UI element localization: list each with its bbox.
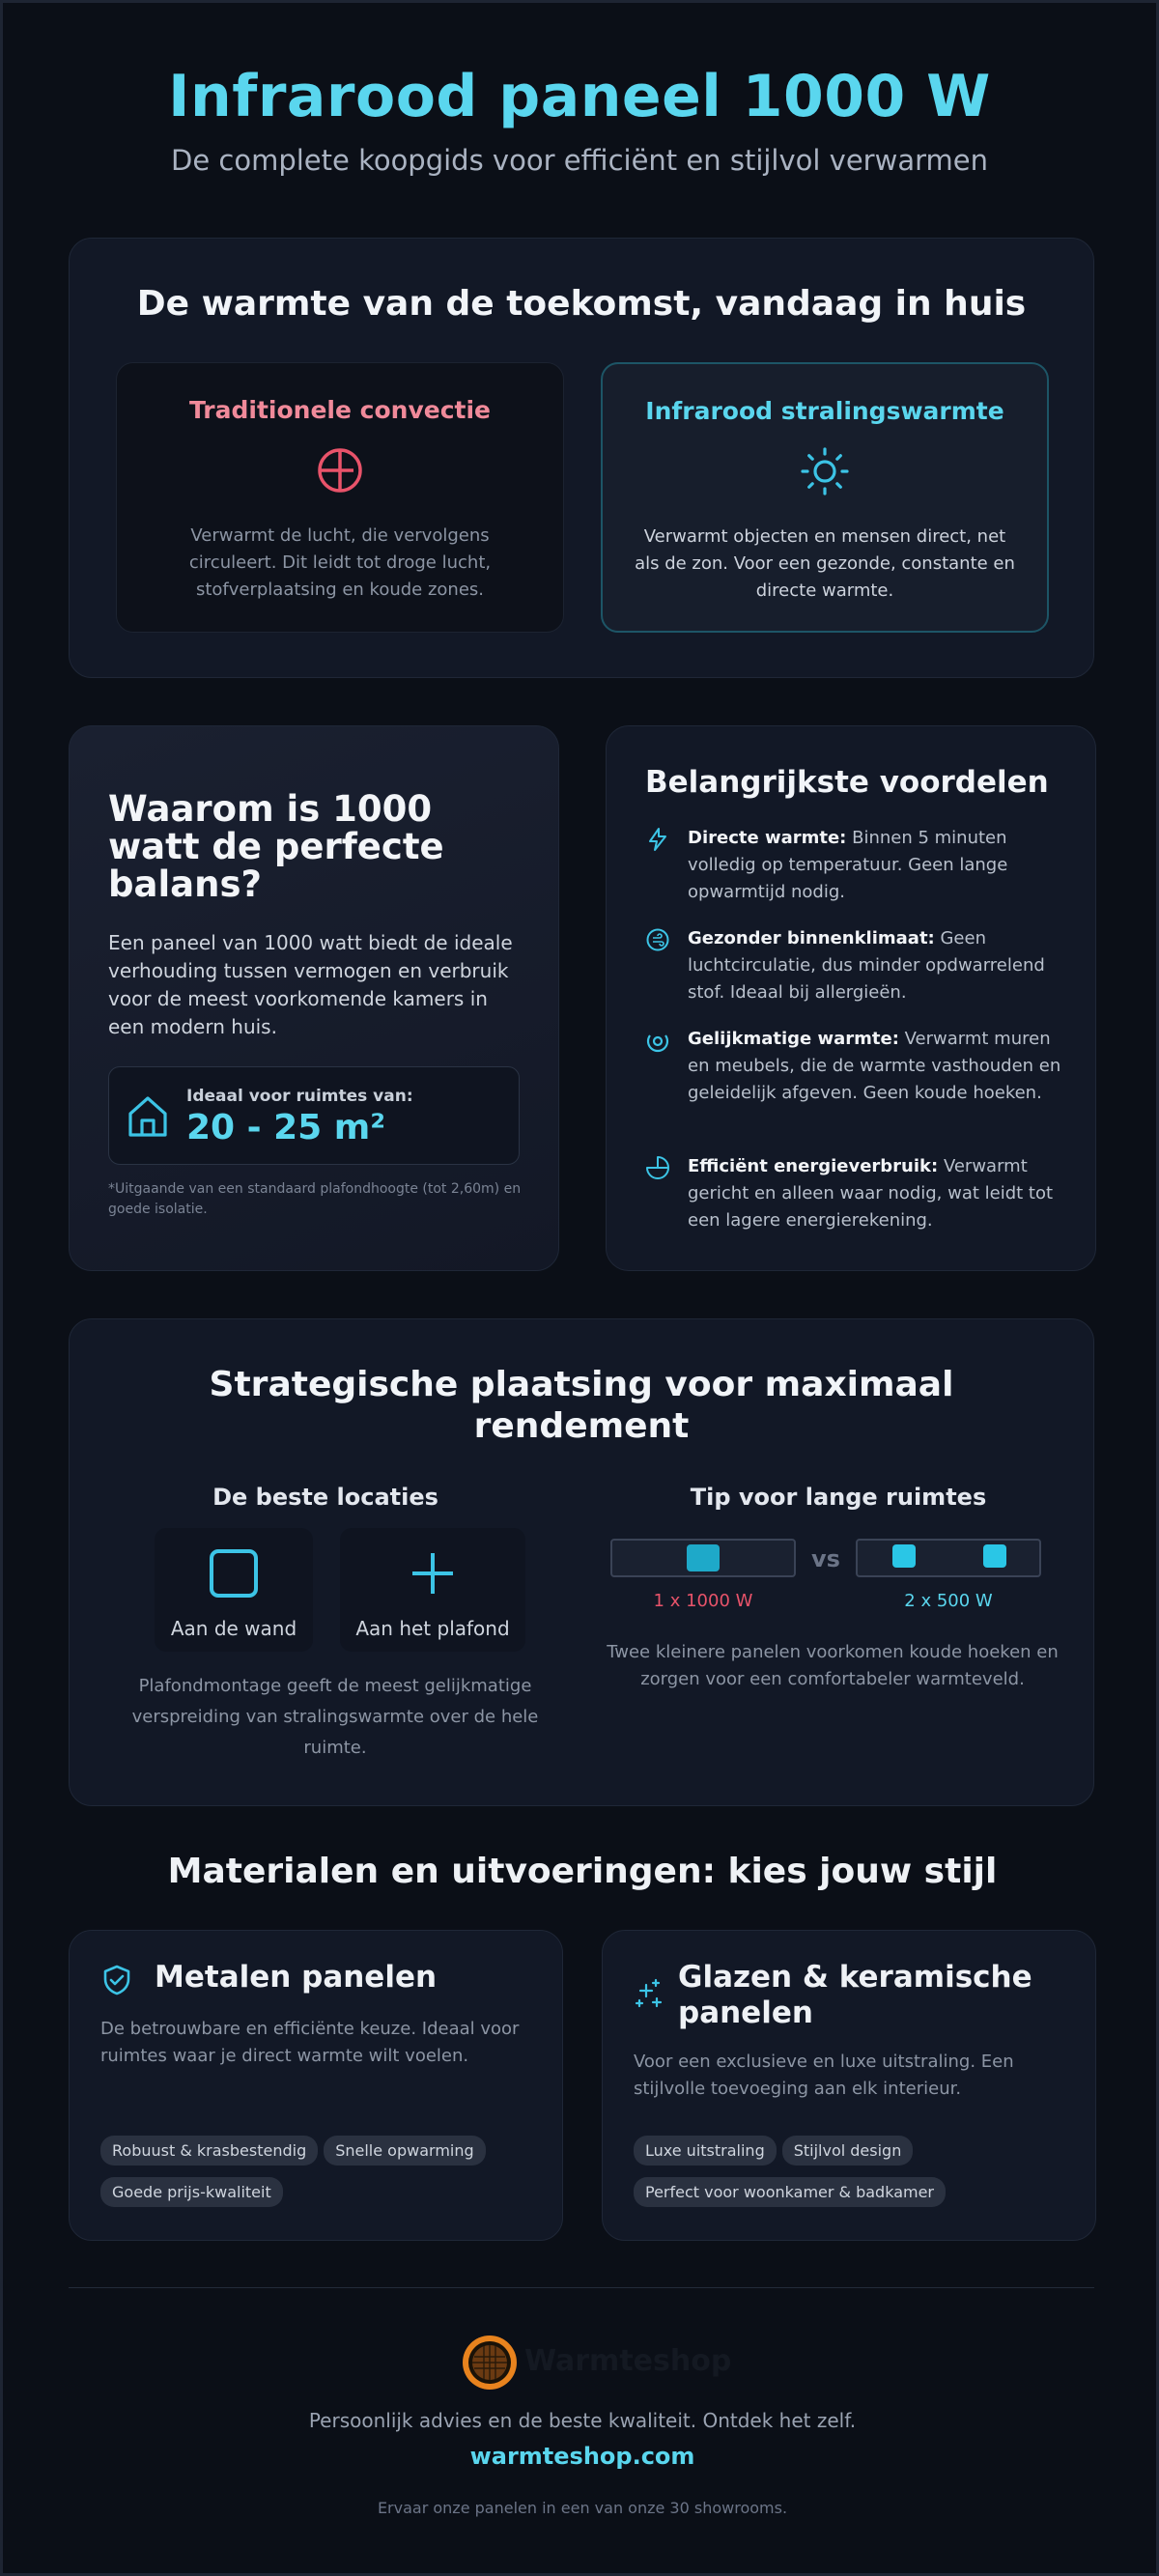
long-room-tip-note: Twee kleinere panelen voorkomen koude hoeken en zorgen voor een comfortabeler warmteveld.: [607, 1642, 1059, 1689]
best-locations-title: De beste locaties: [212, 1484, 438, 1511]
infrared-text: Verwarmt objecten en mensen direct, net als de zon. Voor een gezonde, constante en directe warmte.: [635, 526, 1015, 601]
advantage-bold: Efficiënt energieverbruik:: [688, 1156, 939, 1176]
option-2-label: 2 x 500 W: [904, 1591, 993, 1611]
why-1000w-card: [69, 725, 559, 1271]
double-panel-diagram: [856, 1539, 1041, 1577]
ceiling-label: Aan het plafond: [355, 1617, 510, 1640]
materials-title: Materialen en uitvoeringen: kies jouw stijl: [167, 1852, 998, 1891]
infrared-title: Infrarood stralingswarmte: [645, 397, 1004, 425]
convection-title: Traditionele convectie: [189, 396, 491, 424]
glass-panels-card: [602, 1930, 1096, 2241]
advantages-card: [606, 725, 1096, 1271]
advantage-item: [645, 1026, 1070, 1107]
advantage-bold: Gelijkmatige warmte:: [688, 1029, 899, 1049]
shield-check-icon: [100, 1964, 133, 1996]
feature-tag: Luxe uitstraling: [634, 2136, 777, 2166]
panel-block: [892, 1544, 916, 1568]
feature-tag: Robuust & krasbestendig: [100, 2136, 318, 2166]
placement-section: [69, 1318, 1094, 1806]
plus-circle-icon: [315, 445, 365, 495]
feature-tag: Goede prijs-kwaliteit: [100, 2177, 283, 2207]
glass-title: Glazen & keramische panelen: [678, 1960, 1032, 2030]
metal-panels-card: [69, 1930, 563, 2241]
target-icon: [645, 1028, 670, 1053]
metal-title: Metalen panelen: [155, 1960, 438, 1995]
metal-tags: [100, 2136, 545, 2219]
bolt-icon: [645, 827, 670, 852]
advantage-text: Verwarmt muren en meubels, die de warmte vasthouden en geleidelijk afgeven. Geen koude hoeken.: [688, 1029, 1061, 1103]
infrared-card: [601, 362, 1049, 633]
wall-label: Aan de wand: [170, 1617, 297, 1640]
advantage-bold: Directe warmte:: [688, 828, 847, 848]
footer-showrooms: Ervaar onze panelen in een van onze 30 showrooms.: [377, 2499, 788, 2517]
best-locations-note: Plafondmontage geeft de meest gelijkmatige verspreiding van stralingswarmte over de hele ruimte.: [131, 1676, 539, 1758]
vs-label: vs: [811, 1545, 840, 1572]
air-icon: [645, 927, 670, 952]
header: [3, 3, 1156, 177]
ideal-room-box: [108, 1066, 520, 1165]
option-1-label: 1 x 1000 W: [653, 1591, 753, 1611]
square-icon: [208, 1547, 260, 1599]
pie-icon: [645, 1155, 670, 1180]
advantage-text: Binnen 5 minuten volledig op temperatuur. Geen lange opwarmtijd nodig.: [688, 828, 1008, 902]
convection-text: Verwarmt de lucht, die vervolgens circuleert. Dit leidt tot droge lucht, stofverplaatsing en koude zones.: [188, 525, 492, 600]
placement-title: Strategische plaatsing voor maximaal rendement: [209, 1365, 954, 1446]
advantage-text: Verwarmt gericht en alleen waar nodig, wat leidt tot een lagere energierekening.: [688, 1156, 1054, 1231]
brand-name: Warmteshop: [524, 2344, 732, 2378]
panel-block: [687, 1544, 720, 1571]
comparison-section: [69, 238, 1094, 678]
ideal-label: Ideaal voor ruimtes van:: [186, 1087, 413, 1106]
advantage-text: Geen luchtcirculatie, dus minder opdwarrelend stof. Ideaal bij allergieën.: [688, 928, 1045, 1003]
why-title: Waarom is 1000 watt de perfecte balans?: [108, 788, 444, 905]
panel-block: [983, 1544, 1006, 1568]
advantages-title: Belangrijkste voordelen: [645, 765, 1049, 800]
footer-tagline: Persoonlijk advies en de beste kwaliteit. Ontdek het zelf.: [308, 2409, 857, 2432]
footer-website-link[interactable]: warmteshop.com: [469, 2443, 695, 2470]
glass-tags: [634, 2136, 1078, 2219]
advantage-item: [645, 925, 1070, 1006]
convection-card: [116, 362, 564, 633]
feature-tag: Perfect voor woonkamer & badkamer: [634, 2177, 946, 2207]
house-icon: [127, 1094, 169, 1139]
page-subtitle: De complete koopgids voor efficiënt en stijlvol verwarmen: [171, 144, 988, 177]
ceiling-location-card: [340, 1528, 525, 1652]
sparkles-icon: [632, 1977, 664, 2010]
plus-icon: [407, 1547, 459, 1599]
long-room-tip-title: Tip voor lange ruimtes: [690, 1484, 987, 1511]
page-title: Infrarood paneel 1000 W: [168, 63, 991, 130]
glass-text: Voor een exclusieve en luxe uitstraling. Een stijlvolle toevoeging aan elk interieur.: [634, 2052, 1014, 2099]
advantage-bold: Gezonder binnenklimaat:: [688, 928, 935, 948]
advantage-item: [645, 825, 1070, 906]
warmteshop-logo-icon: [461, 2334, 519, 2392]
footer-divider: [69, 2287, 1094, 2288]
why-text: Een paneel van 1000 watt biedt de ideale verhouding tussen vermogen en verbruik voor de meest voorkomende kamers in een modern huis.: [108, 931, 513, 1038]
why-footnote: *Uitgaande van een standaard plafondhoogte (tot 2,60m) en goede isolatie.: [108, 1181, 522, 1217]
sun-icon: [800, 446, 850, 496]
advantage-item: [645, 1153, 1070, 1234]
feature-tag: Stijlvol design: [782, 2136, 914, 2166]
single-panel-diagram: [610, 1539, 796, 1577]
ideal-value: 20 - 25 m²: [186, 1108, 386, 1147]
comparison-title: De warmte van de toekomst, vandaag in huis: [136, 284, 1027, 324]
metal-text: De betrouwbare en efficiënte keuze. Ideaal voor ruimtes waar je direct warmte wilt voelen.: [100, 2019, 520, 2066]
feature-tag: Snelle opwarming: [324, 2136, 485, 2166]
wall-location-card: [155, 1528, 313, 1652]
